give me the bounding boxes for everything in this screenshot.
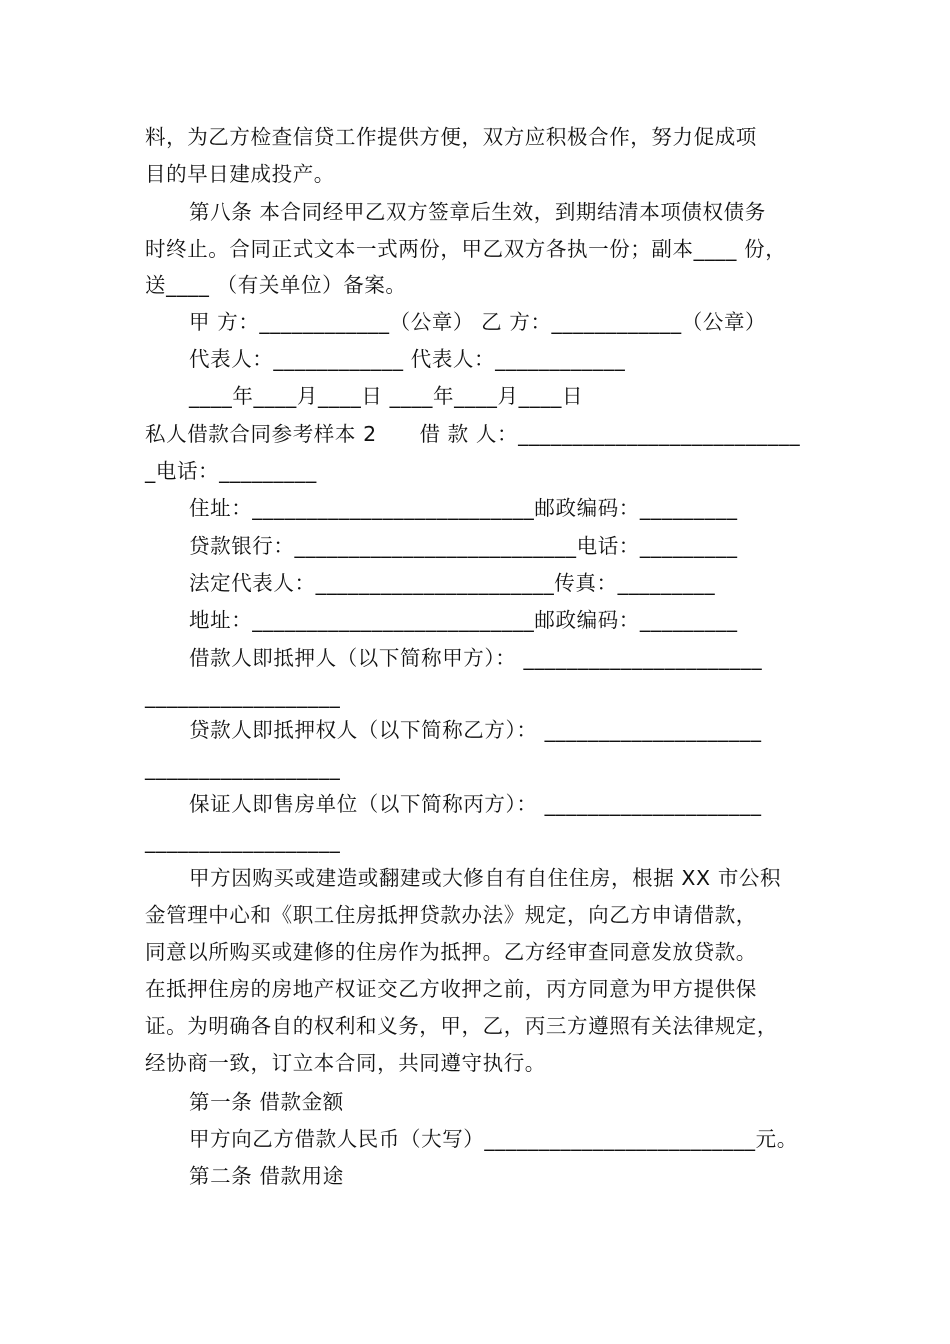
blank-line: __________________	[145, 756, 341, 780]
body-paragraph-line: 经协商一致，订立本合同，共同遵守执行。	[145, 1051, 546, 1075]
article-1-heading: 第一条 借款金额	[189, 1090, 344, 1114]
representative-line: 代表人：____________ 代表人：____________	[189, 347, 626, 371]
article-8-line: 第八条 本合同经甲乙双方签章后生效，到期结清本项债权债务	[189, 200, 766, 224]
party-b-line: 贷款人即抵押权人（以下简称乙方）： ____________________	[189, 718, 762, 742]
body-paragraph-line: 同意以所购买或建修的住房作为抵押。乙方经审查同意发放贷款。	[145, 940, 757, 964]
blank-line: __________________	[145, 829, 341, 853]
article-2-heading: 第二条 借款用途	[189, 1164, 344, 1188]
address-postcode-line-2: 地址：__________________________邮政编码：_________	[189, 608, 738, 632]
sample-title-borrower-line: 私人借款合同参考样本 2 借 款 人：__________________________	[145, 422, 801, 446]
lender-bank-line: 贷款银行：__________________________电话：_________	[189, 534, 738, 558]
body-paragraph-line: 证。为明确各自的权利和义务，甲，乙，丙三方遵照有关法律规定，	[145, 1014, 778, 1038]
body-paragraph-line: 甲方因购买或建造或翻建或大修自有自住住房，根据 XX 市公积	[189, 866, 782, 890]
blank-line: __________________	[145, 684, 341, 708]
address-postcode-line: 住址：__________________________邮政编码：_________	[189, 496, 738, 520]
paragraph-line: 料，为乙方检查信贷工作提供方便，双方应积极合作，努力促成项	[145, 125, 757, 149]
date-line: ____年____月____日 ____年____月____日	[189, 384, 584, 408]
legal-representative-line: 法定代表人：______________________传真：_________	[189, 571, 716, 595]
loan-amount-line: 甲方向乙方借款人民币（大写）_________________________元。	[189, 1127, 798, 1151]
paragraph-line: 时终止。合同正式文本一式两份，甲乙双方各执一份；副本____ 份，	[145, 237, 787, 261]
party-c-line: 保证人即售房单位（以下简称丙方）： ____________________	[189, 792, 762, 816]
party-signature-line: 甲 方：____________（公章） 乙 方：____________（公章）	[189, 310, 767, 334]
body-paragraph-line: 金管理中心和《职工住房抵押贷款办法》规定，向乙方申请借款，	[145, 903, 757, 927]
paragraph-line: 目的早日建成投产。	[145, 162, 335, 186]
paragraph-line: 送____ （有关单位）备案。	[145, 273, 407, 297]
body-paragraph-line: 在抵押住房的房地产权证交乙方收押之前，丙方同意为甲方提供保	[145, 977, 757, 1001]
party-a-line: 借款人即抵押人（以下简称甲方）： ______________________	[189, 646, 763, 670]
phone-line: _电话：_________	[145, 459, 317, 483]
